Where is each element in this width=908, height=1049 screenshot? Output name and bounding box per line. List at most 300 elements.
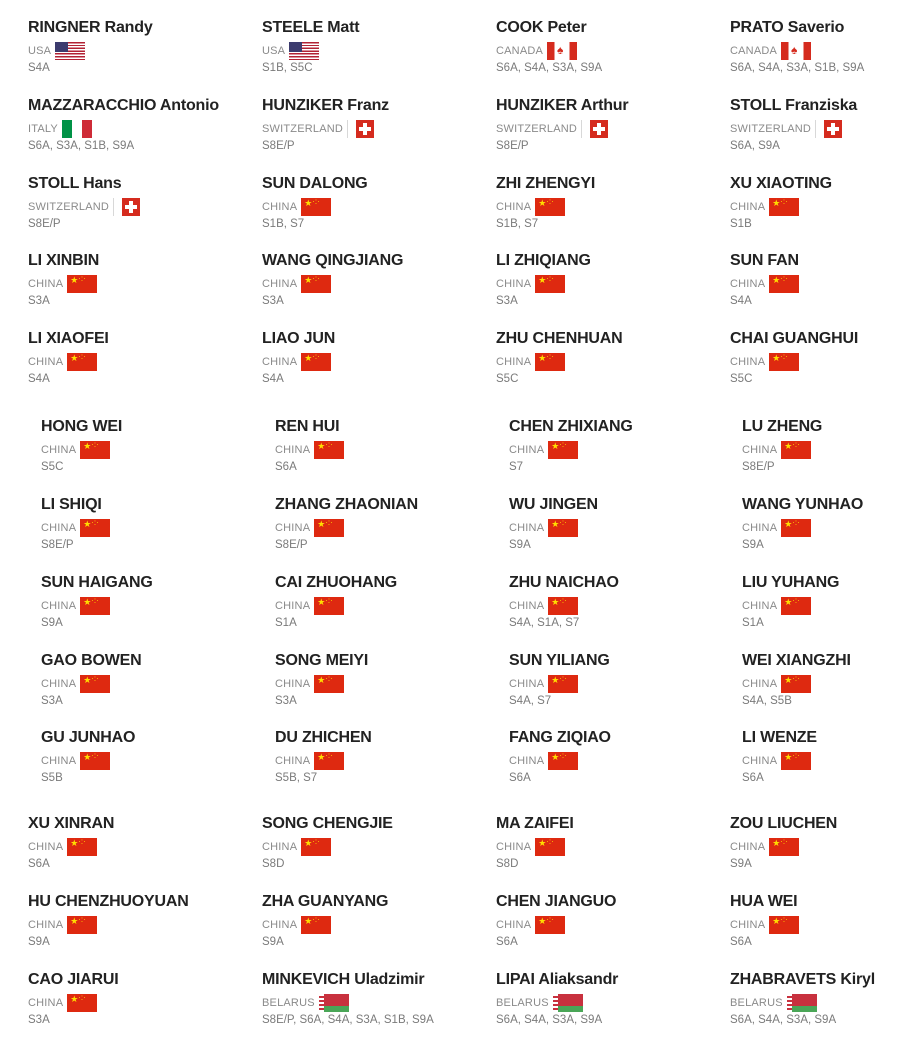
country-line <box>742 593 908 615</box>
athlete-card <box>730 96 908 153</box>
athlete-country: CHINA <box>41 755 77 767</box>
athlete-name: HUNZIKER Franz <box>262 97 389 114</box>
athlete-classes: S8E/P <box>41 539 74 551</box>
athlete-name: HONG WEI <box>41 418 123 435</box>
athlete-country: USA <box>28 45 52 57</box>
flag-china-icon <box>67 353 97 371</box>
flag-china-icon <box>781 597 811 615</box>
country-line <box>496 194 726 216</box>
athlete-card <box>730 814 908 871</box>
athlete-classes: S4A, S5B <box>742 695 792 707</box>
athlete-card <box>275 573 505 630</box>
flag-divider <box>815 120 816 138</box>
flag-canada-icon <box>547 42 577 60</box>
country-line <box>28 116 258 138</box>
country-line <box>730 834 908 856</box>
athlete-classes: S9A <box>28 936 50 948</box>
country-line <box>275 593 505 615</box>
flag-china-icon <box>80 441 110 459</box>
athlete-name: GU JUNHAO <box>41 729 136 746</box>
flag-china-icon <box>769 838 799 856</box>
athlete-card <box>262 96 492 153</box>
country-line <box>742 437 908 459</box>
athlete-card <box>41 573 271 630</box>
athlete-classes: S4A <box>730 295 752 307</box>
athlete-country: SWITZERLAND <box>496 123 578 135</box>
flag-china-icon <box>548 675 578 693</box>
country-line <box>41 593 271 615</box>
athlete-name: WANG QINGJIANG <box>262 252 404 269</box>
athlete-classes: S5C <box>496 373 519 385</box>
flag-china-icon <box>314 752 344 770</box>
athlete-country: ITALY <box>28 123 58 135</box>
country-line <box>730 349 908 371</box>
athlete-country: CHINA <box>262 278 298 290</box>
athlete-card <box>509 417 739 474</box>
athlete-card <box>496 251 726 308</box>
athlete-card <box>742 573 908 630</box>
athlete-classes: S6A, S9A <box>730 140 780 152</box>
country-line <box>28 912 258 934</box>
athlete-card <box>28 329 258 386</box>
athlete-card <box>275 417 505 474</box>
country-line <box>262 990 492 1012</box>
flag-china-icon <box>314 519 344 537</box>
flag-china-icon <box>781 752 811 770</box>
athlete-name: SONG MEIYI <box>275 652 369 669</box>
flag-china-icon <box>301 916 331 934</box>
flag-divider <box>113 198 114 216</box>
flag-china-icon <box>80 519 110 537</box>
flag-usa-icon <box>55 42 85 60</box>
athlete-country: CHINA <box>509 755 545 767</box>
athlete-country: BELARUS <box>496 997 549 1009</box>
athlete-name: WU JINGEN <box>509 496 598 513</box>
athlete-card <box>730 892 908 949</box>
athlete-country: CHINA <box>730 841 766 853</box>
country-line <box>275 748 505 770</box>
athlete-name: PRATO Saverio <box>730 19 845 36</box>
athlete-country: CHINA <box>496 356 532 368</box>
athlete-card <box>742 728 908 785</box>
athlete-card <box>275 651 505 708</box>
flag-china-icon <box>769 198 799 216</box>
flag-china-icon <box>301 198 331 216</box>
athlete-country: CHINA <box>509 600 545 612</box>
country-line <box>28 38 258 60</box>
athlete-name: STOLL Hans <box>28 175 122 192</box>
flag-china-icon <box>548 597 578 615</box>
athlete-classes: S4A, S7 <box>509 695 552 707</box>
flag-china-icon <box>535 198 565 216</box>
athlete-name: STOLL Franziska <box>730 97 858 114</box>
athlete-name: LI XIAOFEI <box>28 330 109 347</box>
athlete-name: SUN HAIGANG <box>41 574 153 591</box>
athlete-card <box>262 892 492 949</box>
athlete-card <box>262 251 492 308</box>
country-line <box>41 437 271 459</box>
athlete-name: CHEN JIANGUO <box>496 893 617 910</box>
country-line <box>262 912 492 934</box>
athlete-country: CHINA <box>275 600 311 612</box>
country-line <box>496 38 726 60</box>
athlete-name: CAI ZHUOHANG <box>275 574 398 591</box>
athlete-country: CHINA <box>730 201 766 213</box>
athlete-classes: S1B, S7 <box>262 218 305 230</box>
athlete-name: ZHU NAICHAO <box>509 574 619 591</box>
athlete-country: CHINA <box>496 919 532 931</box>
athlete-classes: S5C <box>730 373 753 385</box>
athlete-name: WEI XIANGZHI <box>742 652 851 669</box>
athlete-card <box>262 18 492 75</box>
athlete-classes: S6A, S3A, S1B, S9A <box>28 140 135 152</box>
athlete-card <box>730 970 908 1027</box>
country-line <box>742 671 908 693</box>
athlete-card <box>28 814 258 871</box>
country-line <box>262 38 492 60</box>
flag-china-icon <box>535 838 565 856</box>
athlete-card <box>496 329 726 386</box>
flag-china-icon <box>67 275 97 293</box>
flag-china-icon <box>781 519 811 537</box>
athlete-country: CHINA <box>496 841 532 853</box>
athlete-name: DU ZHICHEN <box>275 729 372 746</box>
athlete-country: CHINA <box>41 678 77 690</box>
athlete-name: LU ZHENG <box>742 418 823 435</box>
athlete-name: LI XINBIN <box>28 252 100 269</box>
athlete-classes: S6A <box>275 461 297 473</box>
athlete-name: ZHU CHENHUAN <box>496 330 623 347</box>
country-line <box>28 990 258 1012</box>
athlete-card <box>730 251 908 308</box>
athlete-name: HU CHENZHUOYUAN <box>28 893 189 910</box>
flag-divider <box>347 120 348 138</box>
flag-canada-icon <box>781 42 811 60</box>
flag-china-icon <box>548 441 578 459</box>
athlete-country: SWITZERLAND <box>262 123 344 135</box>
athlete-country: CHINA <box>742 755 778 767</box>
athlete-classes: S4A <box>28 62 50 74</box>
athlete-country: CHINA <box>496 201 532 213</box>
flag-divider <box>581 120 582 138</box>
athlete-classes: S3A <box>41 695 63 707</box>
athlete-name: ZOU LIUCHEN <box>730 815 838 832</box>
athlete-country: CANADA <box>730 45 778 57</box>
flag-china-icon <box>67 838 97 856</box>
athlete-country: CHINA <box>730 356 766 368</box>
athlete-classes: S1A <box>275 617 297 629</box>
flag-switzerland-icon <box>824 120 842 138</box>
athlete-classes: S6A, S4A, S3A, S9A <box>730 1014 837 1026</box>
athlete-country: CHINA <box>275 444 311 456</box>
flag-china-icon <box>67 916 97 934</box>
athlete-classes: S8D <box>262 858 285 870</box>
athlete-card <box>28 970 258 1027</box>
athlete-name: LI SHIQI <box>41 496 102 513</box>
flag-china-icon <box>80 752 110 770</box>
country-line <box>496 834 726 856</box>
athlete-card <box>496 892 726 949</box>
flag-china-icon <box>314 597 344 615</box>
athlete-card <box>496 174 726 231</box>
athlete-name: LIU YUHANG <box>742 574 840 591</box>
athlete-name: ZHABRAVETS Kiryl <box>730 971 875 988</box>
athlete-classes: S6A <box>28 858 50 870</box>
athlete-name: FANG ZIQIAO <box>509 729 611 746</box>
athlete-card <box>41 651 271 708</box>
country-line <box>262 349 492 371</box>
athlete-card <box>41 495 271 552</box>
athlete-name: MINKEVICH Uladzimir <box>262 971 425 988</box>
athlete-card <box>496 18 726 75</box>
athlete-classes: S8E/P <box>262 140 295 152</box>
flag-china-icon <box>314 675 344 693</box>
athlete-country: CHINA <box>509 522 545 534</box>
athlete-card <box>742 651 908 708</box>
athlete-name: ZHANG ZHAONIAN <box>275 496 418 513</box>
country-line <box>730 116 908 138</box>
athlete-classes: S6A, S4A, S3A, S9A <box>496 1014 603 1026</box>
athlete-card <box>41 417 271 474</box>
athlete-classes: S1B <box>730 218 752 230</box>
country-line <box>262 834 492 856</box>
athlete-name: HUNZIKER Arthur <box>496 97 629 114</box>
country-line <box>41 515 271 537</box>
athlete-classes: S5B, S7 <box>275 772 318 784</box>
athlete-classes: S8E/P <box>496 140 529 152</box>
country-line <box>509 671 739 693</box>
athlete-classes: S5C <box>41 461 64 473</box>
athlete-card <box>262 174 492 231</box>
athlete-country: CHINA <box>742 678 778 690</box>
country-line <box>28 271 258 293</box>
athlete-country: CHINA <box>275 522 311 534</box>
athlete-card <box>496 970 726 1027</box>
athlete-country: CANADA <box>496 45 544 57</box>
athlete-classes: S1B, S5C <box>262 62 313 74</box>
athlete-card <box>742 495 908 552</box>
country-line <box>28 194 258 216</box>
athlete-country: CHINA <box>41 444 77 456</box>
athlete-name: SUN DALONG <box>262 175 368 192</box>
flag-china-icon <box>535 353 565 371</box>
athlete-name: ZHA GUANYANG <box>262 893 389 910</box>
athlete-card <box>509 728 739 785</box>
athlete-card <box>509 651 739 708</box>
athlete-country: CHINA <box>41 600 77 612</box>
country-line <box>742 515 908 537</box>
athlete-classes: S9A <box>730 858 752 870</box>
athlete-classes: S4A, S1A, S7 <box>509 617 580 629</box>
athlete-country: CHINA <box>41 522 77 534</box>
athlete-country: CHINA <box>496 278 532 290</box>
flag-china-icon <box>535 916 565 934</box>
athlete-name: LIAO JUN <box>262 330 336 347</box>
athlete-card <box>28 174 258 231</box>
athlete-name: CHAI GUANGHUI <box>730 330 859 347</box>
flag-china-icon <box>301 838 331 856</box>
country-line <box>509 748 739 770</box>
country-line <box>730 990 908 1012</box>
athlete-classes: S8E/P <box>742 461 775 473</box>
country-line <box>41 671 271 693</box>
country-line <box>730 271 908 293</box>
athlete-country: CHINA <box>742 444 778 456</box>
athlete-classes: S8E/P <box>28 218 61 230</box>
athlete-classes: S7 <box>509 461 524 473</box>
country-line <box>262 271 492 293</box>
athlete-card <box>742 417 908 474</box>
flag-china-icon <box>301 353 331 371</box>
athlete-country: BELARUS <box>730 997 783 1009</box>
athlete-country: USA <box>262 45 286 57</box>
athlete-card <box>262 814 492 871</box>
athlete-country: CHINA <box>509 678 545 690</box>
athlete-country: CHINA <box>730 278 766 290</box>
country-line <box>509 515 739 537</box>
athlete-name: LIPAI Aliaksandr <box>496 971 619 988</box>
athlete-classes: S8D <box>496 858 519 870</box>
country-line <box>496 990 726 1012</box>
country-line <box>496 912 726 934</box>
athlete-country: CHINA <box>28 356 64 368</box>
athlete-name: LI WENZE <box>742 729 817 746</box>
athlete-name: XU XIAOTING <box>730 175 832 192</box>
flag-china-icon <box>769 275 799 293</box>
country-line <box>742 748 908 770</box>
athlete-name: GAO BOWEN <box>41 652 142 669</box>
athlete-country: CHINA <box>28 278 64 290</box>
athlete-card <box>730 18 908 75</box>
athlete-country: SWITZERLAND <box>28 201 110 213</box>
athlete-country: SWITZERLAND <box>730 123 812 135</box>
athlete-country: CHINA <box>262 356 298 368</box>
athlete-card <box>730 174 908 231</box>
country-line <box>730 194 908 216</box>
athlete-country: CHINA <box>742 600 778 612</box>
athlete-name: HUA WEI <box>730 893 798 910</box>
athlete-classes: S1A <box>742 617 764 629</box>
athlete-card <box>496 814 726 871</box>
athlete-classes: S6A, S4A, S3A, S9A <box>496 62 603 74</box>
athlete-name: SONG CHENGJIE <box>262 815 393 832</box>
athlete-name: LI ZHIQIANG <box>496 252 591 269</box>
athlete-card <box>28 892 258 949</box>
athlete-name: ZHI ZHENGYI <box>496 175 596 192</box>
athlete-classes: S4A <box>262 373 284 385</box>
country-line <box>496 116 726 138</box>
flag-usa-icon <box>289 42 319 60</box>
athlete-country: CHINA <box>262 919 298 931</box>
country-line <box>28 834 258 856</box>
athlete-classes: S6A <box>742 772 764 784</box>
athlete-name: XU XINRAN <box>28 815 115 832</box>
athlete-classes: S6A <box>730 936 752 948</box>
athlete-country: CHINA <box>509 444 545 456</box>
athlete-country: CHINA <box>262 201 298 213</box>
athlete-classes: S1B, S7 <box>496 218 539 230</box>
athlete-card <box>730 329 908 386</box>
athlete-classes: S5B <box>41 772 63 784</box>
athlete-card <box>41 728 271 785</box>
country-line <box>41 748 271 770</box>
athlete-classes: S3A <box>496 295 518 307</box>
athlete-name: STEELE Matt <box>262 19 360 36</box>
athlete-card <box>509 573 739 630</box>
athlete-classes: S6A <box>496 936 518 948</box>
athlete-country: CHINA <box>730 919 766 931</box>
flag-switzerland-icon <box>356 120 374 138</box>
athlete-country: CHINA <box>742 522 778 534</box>
flag-belarus-icon <box>787 994 817 1012</box>
athlete-classes: S9A <box>262 936 284 948</box>
athlete-classes: S6A <box>509 772 531 784</box>
athlete-name: CHEN ZHIXIANG <box>509 418 633 435</box>
athlete-card <box>28 251 258 308</box>
flag-china-icon <box>781 441 811 459</box>
athlete-name: MAZZARACCHIO Antonio <box>28 97 219 114</box>
athlete-card <box>275 495 505 552</box>
country-line <box>509 593 739 615</box>
country-line <box>28 349 258 371</box>
athlete-country: CHINA <box>28 997 64 1009</box>
flag-switzerland-icon <box>590 120 608 138</box>
athlete-card <box>275 728 505 785</box>
flag-china-icon <box>769 353 799 371</box>
athlete-country: CHINA <box>262 841 298 853</box>
athlete-name: SUN YILIANG <box>509 652 610 669</box>
athlete-country: BELARUS <box>262 997 315 1009</box>
country-line <box>275 437 505 459</box>
flag-switzerland-icon <box>122 198 140 216</box>
athlete-name: RINGNER Randy <box>28 19 153 36</box>
flag-belarus-icon <box>319 994 349 1012</box>
athlete-country: CHINA <box>275 678 311 690</box>
flag-italy-icon <box>62 120 92 138</box>
country-line <box>262 194 492 216</box>
athlete-classes: S3A <box>28 295 50 307</box>
athlete-name: SUN FAN <box>730 252 799 269</box>
flag-china-icon <box>80 597 110 615</box>
athlete-country: CHINA <box>28 841 64 853</box>
athlete-classes: S8E/P, S6A, S4A, S3A, S1B, S9A <box>262 1014 434 1026</box>
country-line <box>275 671 505 693</box>
athlete-classes: S9A <box>509 539 531 551</box>
athlete-classes: S3A <box>275 695 297 707</box>
country-line <box>262 116 492 138</box>
country-line <box>496 271 726 293</box>
athlete-classes: S9A <box>742 539 764 551</box>
athlete-card <box>496 96 726 153</box>
country-line <box>275 515 505 537</box>
flag-china-icon <box>781 675 811 693</box>
flag-belarus-icon <box>553 994 583 1012</box>
flag-china-icon <box>535 275 565 293</box>
athlete-classes: S8E/P <box>275 539 308 551</box>
athlete-card <box>28 96 258 153</box>
flag-china-icon <box>67 994 97 1012</box>
country-line <box>730 38 908 60</box>
flag-china-icon <box>80 675 110 693</box>
athlete-country: CHINA <box>275 755 311 767</box>
athlete-card <box>28 18 258 75</box>
athlete-classes: S9A <box>41 617 63 629</box>
athlete-name: CAO JIARUI <box>28 971 119 988</box>
flag-china-icon <box>314 441 344 459</box>
athlete-country: CHINA <box>28 919 64 931</box>
country-line <box>730 912 908 934</box>
athlete-name: WANG YUNHAO <box>742 496 864 513</box>
